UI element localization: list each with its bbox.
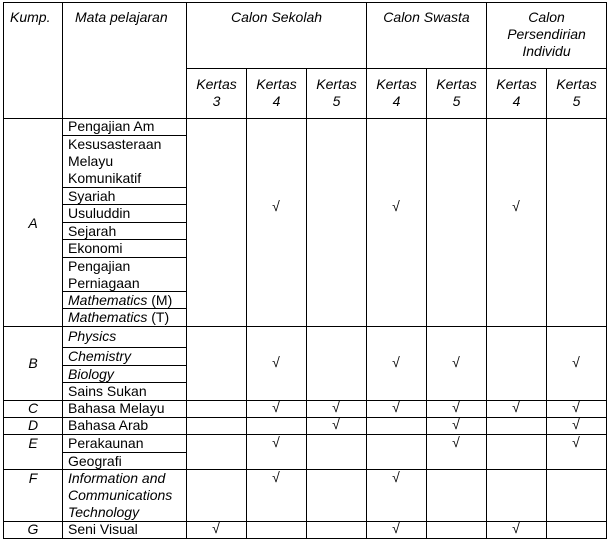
grid-line [3,2,4,539]
header-mata-pelajaran: Mata pelajaran [75,9,168,25]
kertas-label: Kertas [556,76,597,92]
check-mark: √ [452,354,460,370]
check-mark: √ [572,399,580,415]
subject-name: Melayu [68,153,114,169]
subject-name: Information and [68,470,166,486]
header-calon-persendirian-2: Persendirian [507,26,586,42]
check-mark: √ [272,469,280,485]
check-mark: √ [392,520,400,536]
check-mark: √ [212,520,220,536]
check-mark: √ [392,469,400,485]
check-mark: √ [392,354,400,370]
check-mark: √ [272,198,280,214]
check-mark: √ [272,434,280,450]
subject-name: Syariah [68,188,116,204]
grid-line [306,68,307,539]
kertas-number: 5 [572,93,581,109]
subject-name [68,309,169,326]
header-calon-sekolah: Calon Sekolah [230,9,323,25]
subject-name: Bahasa Melayu [68,400,165,416]
kertas-label: Kertas [196,76,237,92]
subject-name: Communications [68,487,173,503]
check-mark: √ [572,416,580,432]
kertas-number: 3 [212,93,221,109]
grid-line [606,2,607,539]
check-mark: √ [332,416,340,432]
subject-name: Sejarah [68,223,117,239]
header-calon-persendirian-3: Individu [522,43,571,59]
check-mark: √ [452,416,460,432]
group-label: F [28,470,38,486]
kertas-number: 4 [512,93,521,109]
kertas-number: 4 [392,93,401,109]
subject-name: Perakaunan [68,435,144,451]
subject-name: Ekonomi [68,240,123,256]
grid-line [3,326,606,327]
grid-line [426,68,427,539]
check-mark: √ [512,198,520,214]
subject-name: Pengajian Am [68,118,155,134]
kertas-number: 5 [452,93,461,109]
check-mark: √ [572,354,580,370]
kertas-label: Kertas [376,76,417,92]
subject-name: Kesusasteraan [68,136,162,152]
check-mark: √ [332,399,340,415]
header-calon-persendirian-1: Calon [528,9,565,25]
check-mark: √ [392,198,400,214]
subject-name: Chemistry [68,348,132,364]
group-label: A [28,215,38,231]
subject-name: Technology [68,504,140,520]
subject-name: Komunikatif [68,170,142,186]
kertas-label: Kertas [436,76,477,92]
subject-name: Pengajian [68,258,131,274]
kertas-number: 5 [332,93,341,109]
subject-name-italic: Mathematics [68,292,148,308]
subject-suffix: (T) [147,309,170,325]
subject-name: Seni Visual [68,521,138,537]
subject-name: Biology [68,366,114,382]
check-mark: √ [512,520,520,536]
group-label: G [27,521,39,537]
subject-name [68,292,172,309]
kertas-number: 4 [272,93,281,109]
subject-name: Bahasa Arab [68,417,149,433]
check-mark: √ [272,399,280,415]
group-label: D [27,417,39,433]
group-label: C [27,400,39,416]
subject-name: Usuluddin [68,205,131,221]
check-mark: √ [452,399,460,415]
group-label: B [28,355,38,371]
check-mark: √ [392,399,400,415]
subject-name: Geografi [68,453,122,469]
subject-name: Physics [68,328,117,344]
grid-line [186,68,606,69]
subject-name: Perniagaan [68,275,140,291]
grid-line [62,2,63,539]
kertas-label: Kertas [496,76,537,92]
subject-name: Sains Sukan [68,383,147,399]
grid-line [3,538,606,539]
kertas-label: Kertas [256,76,297,92]
header-kump: Kump. [10,9,51,25]
grid-line [546,68,547,539]
subject-suffix: (M) [147,292,173,308]
subject-name-italic: Mathematics [68,309,148,325]
header-calon-swasta: Calon Swasta [383,9,470,25]
grid-line [3,2,606,3]
check-mark: √ [572,434,580,450]
check-mark: √ [512,399,520,415]
check-mark: √ [272,354,280,370]
group-label: E [28,435,38,451]
grid-line [246,68,247,539]
check-mark: √ [452,434,460,450]
kertas-label: Kertas [316,76,357,92]
